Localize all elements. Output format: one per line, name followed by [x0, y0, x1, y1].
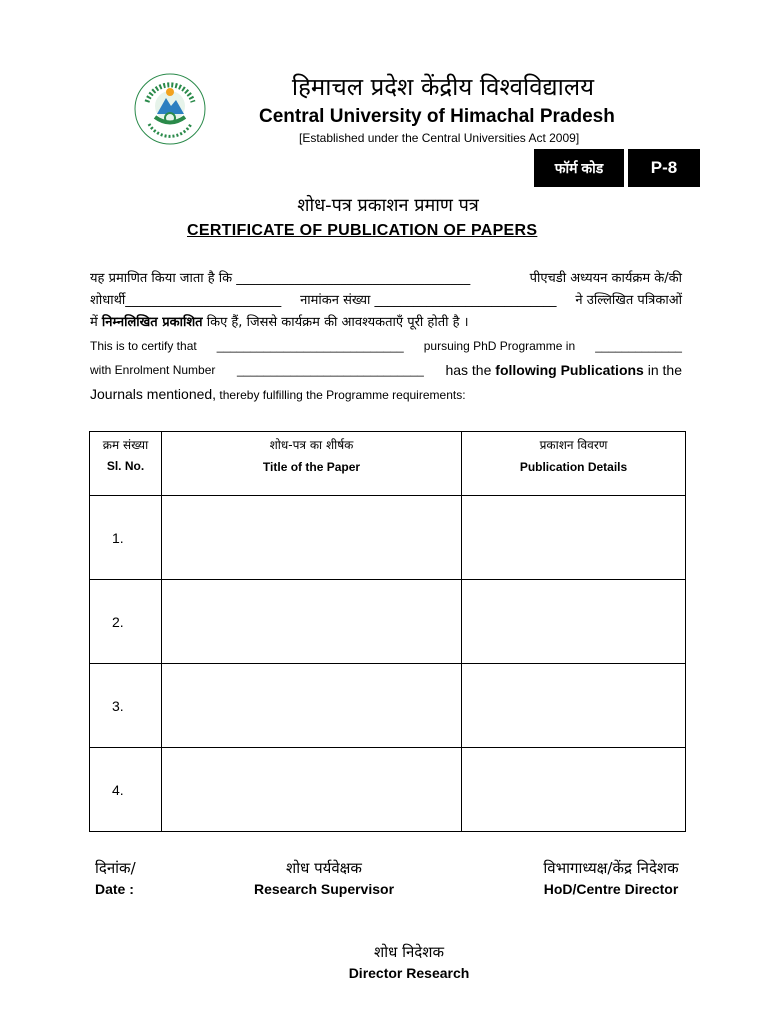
- scholar-name-blank-en: ____________________________: [216, 339, 404, 353]
- certificate-text-english: [90, 334, 682, 407]
- hindi-line-1: [90, 268, 682, 290]
- university-name-english: Central University of Himachal Pradesh: [259, 106, 615, 127]
- journals-mentioned-text: Journals mentioned,: [90, 386, 217, 402]
- table-header-row: [90, 432, 686, 496]
- hindi-line-3-start: में: [90, 315, 98, 330]
- row-number: 3.: [90, 664, 162, 748]
- hindi-line-2: [90, 290, 682, 312]
- row-number: 4.: [90, 748, 162, 832]
- table-row: [90, 748, 686, 832]
- director-label-hindi: शोध निदेशक: [374, 943, 444, 961]
- hindi-line-1-end: पीएचडी अध्ययन कार्यक्रम के/की: [529, 271, 682, 286]
- paper-title-cell[interactable]: [162, 496, 462, 580]
- table-row: [90, 664, 686, 748]
- director-label-english: Director Research: [348, 965, 470, 981]
- publication-details-cell[interactable]: [462, 496, 686, 580]
- publication-details-header: [462, 432, 686, 496]
- scholar-name-blank: शोधार्थी________________________: [90, 293, 282, 308]
- publication-details-cell[interactable]: [462, 664, 686, 748]
- publication-details-cell[interactable]: [462, 580, 686, 664]
- certificate-title-english: CERTIFICATE OF PUBLICATION OF PAPERS: [187, 222, 538, 239]
- supervisor-label-hindi: शोध पर्यवेक्षक: [286, 859, 362, 877]
- publication-details-header-english: Publication Details: [519, 460, 628, 474]
- has-the-text: has the: [445, 362, 492, 378]
- row-number: 1.: [90, 496, 162, 580]
- form-code-label: फॉर्म कोड: [534, 149, 624, 187]
- english-line-3-end: thereby fulfilling the Programme requirements:: [219, 388, 466, 402]
- establishment-note: [Established under the Central Universities Act 2009]: [299, 131, 580, 145]
- sl-no-header-hindi: क्रम संख्या: [102, 438, 149, 452]
- hod-label-hindi: विभागाध्यक्ष/केंद्र निदेशक: [543, 859, 679, 877]
- publication-details-header-hindi: प्रकाशन विवरण: [539, 438, 608, 452]
- enrolment-number-blank-hi: नामांकन संख्या ____________________________: [300, 293, 557, 308]
- sl-no-header-english: Sl. No.: [106, 459, 145, 473]
- following-publications-bold: following Publications: [495, 362, 644, 378]
- paper-title-cell[interactable]: [162, 664, 462, 748]
- date-label-english: Date :: [95, 881, 134, 897]
- date-block: [95, 858, 136, 897]
- director-research-signature-block: [334, 942, 484, 981]
- supervisor-label-english: Research Supervisor: [253, 881, 395, 897]
- form-code-value: P-8: [628, 149, 700, 187]
- supervisor-signature-block: [253, 858, 395, 897]
- english-line-1-start: This is to certify that: [90, 339, 197, 353]
- hod-signature-block: [526, 858, 696, 897]
- hod-label-english: HoD/Centre Director: [543, 881, 679, 897]
- hindi-line-3-end: किए हैं, जिससे कार्यक्रम की आवश्यकताएँ पूरी होती है ।: [206, 315, 469, 330]
- programme-blank: _____________: [595, 339, 682, 353]
- paper-title-cell[interactable]: [162, 580, 462, 664]
- certificate-text-hindi: [90, 268, 682, 334]
- row-number: 2.: [90, 580, 162, 664]
- table-row: [90, 580, 686, 664]
- paper-title-cell[interactable]: [162, 748, 462, 832]
- english-line-3: [90, 382, 682, 407]
- title-header-hindi: शोध-पत्र का शीर्षक: [269, 438, 354, 452]
- certificate-title-hindi: शोध-पत्र प्रकाशन प्रमाण पत्र: [297, 195, 479, 216]
- university-name-hindi: हिमाचल प्रदेश केंद्रीय विश्वविद्यालय: [291, 73, 595, 101]
- english-line-2: [90, 358, 682, 382]
- title-header: [162, 432, 462, 496]
- publications-table: [89, 431, 686, 832]
- hindi-line-3: [90, 312, 682, 334]
- hindi-bold-published: निम्नलिखित प्रकाशित: [101, 315, 203, 330]
- sl-no-header: [90, 432, 162, 496]
- in-the-text: in the: [647, 362, 682, 378]
- english-line-1: [90, 334, 682, 358]
- english-line-1-mid: pursuing PhD Programme in: [423, 339, 576, 353]
- enrolment-number-blank-en: ____________________________: [236, 363, 424, 377]
- english-line-2-tail: [445, 358, 682, 382]
- hindi-line-2-end: ने उल्लिखित पत्रिकाओं: [575, 293, 682, 308]
- table-row: [90, 496, 686, 580]
- hindi-line-1-start: यह प्रमाणित किया जाता है कि ____________________________________: [90, 271, 471, 286]
- publication-details-cell[interactable]: [462, 748, 686, 832]
- title-header-english: Title of the Paper: [262, 460, 361, 474]
- english-line-2-start: with Enrolment Number: [90, 363, 216, 377]
- form-code-box: [534, 149, 700, 187]
- date-label-hindi: दिनांक/: [95, 859, 136, 877]
